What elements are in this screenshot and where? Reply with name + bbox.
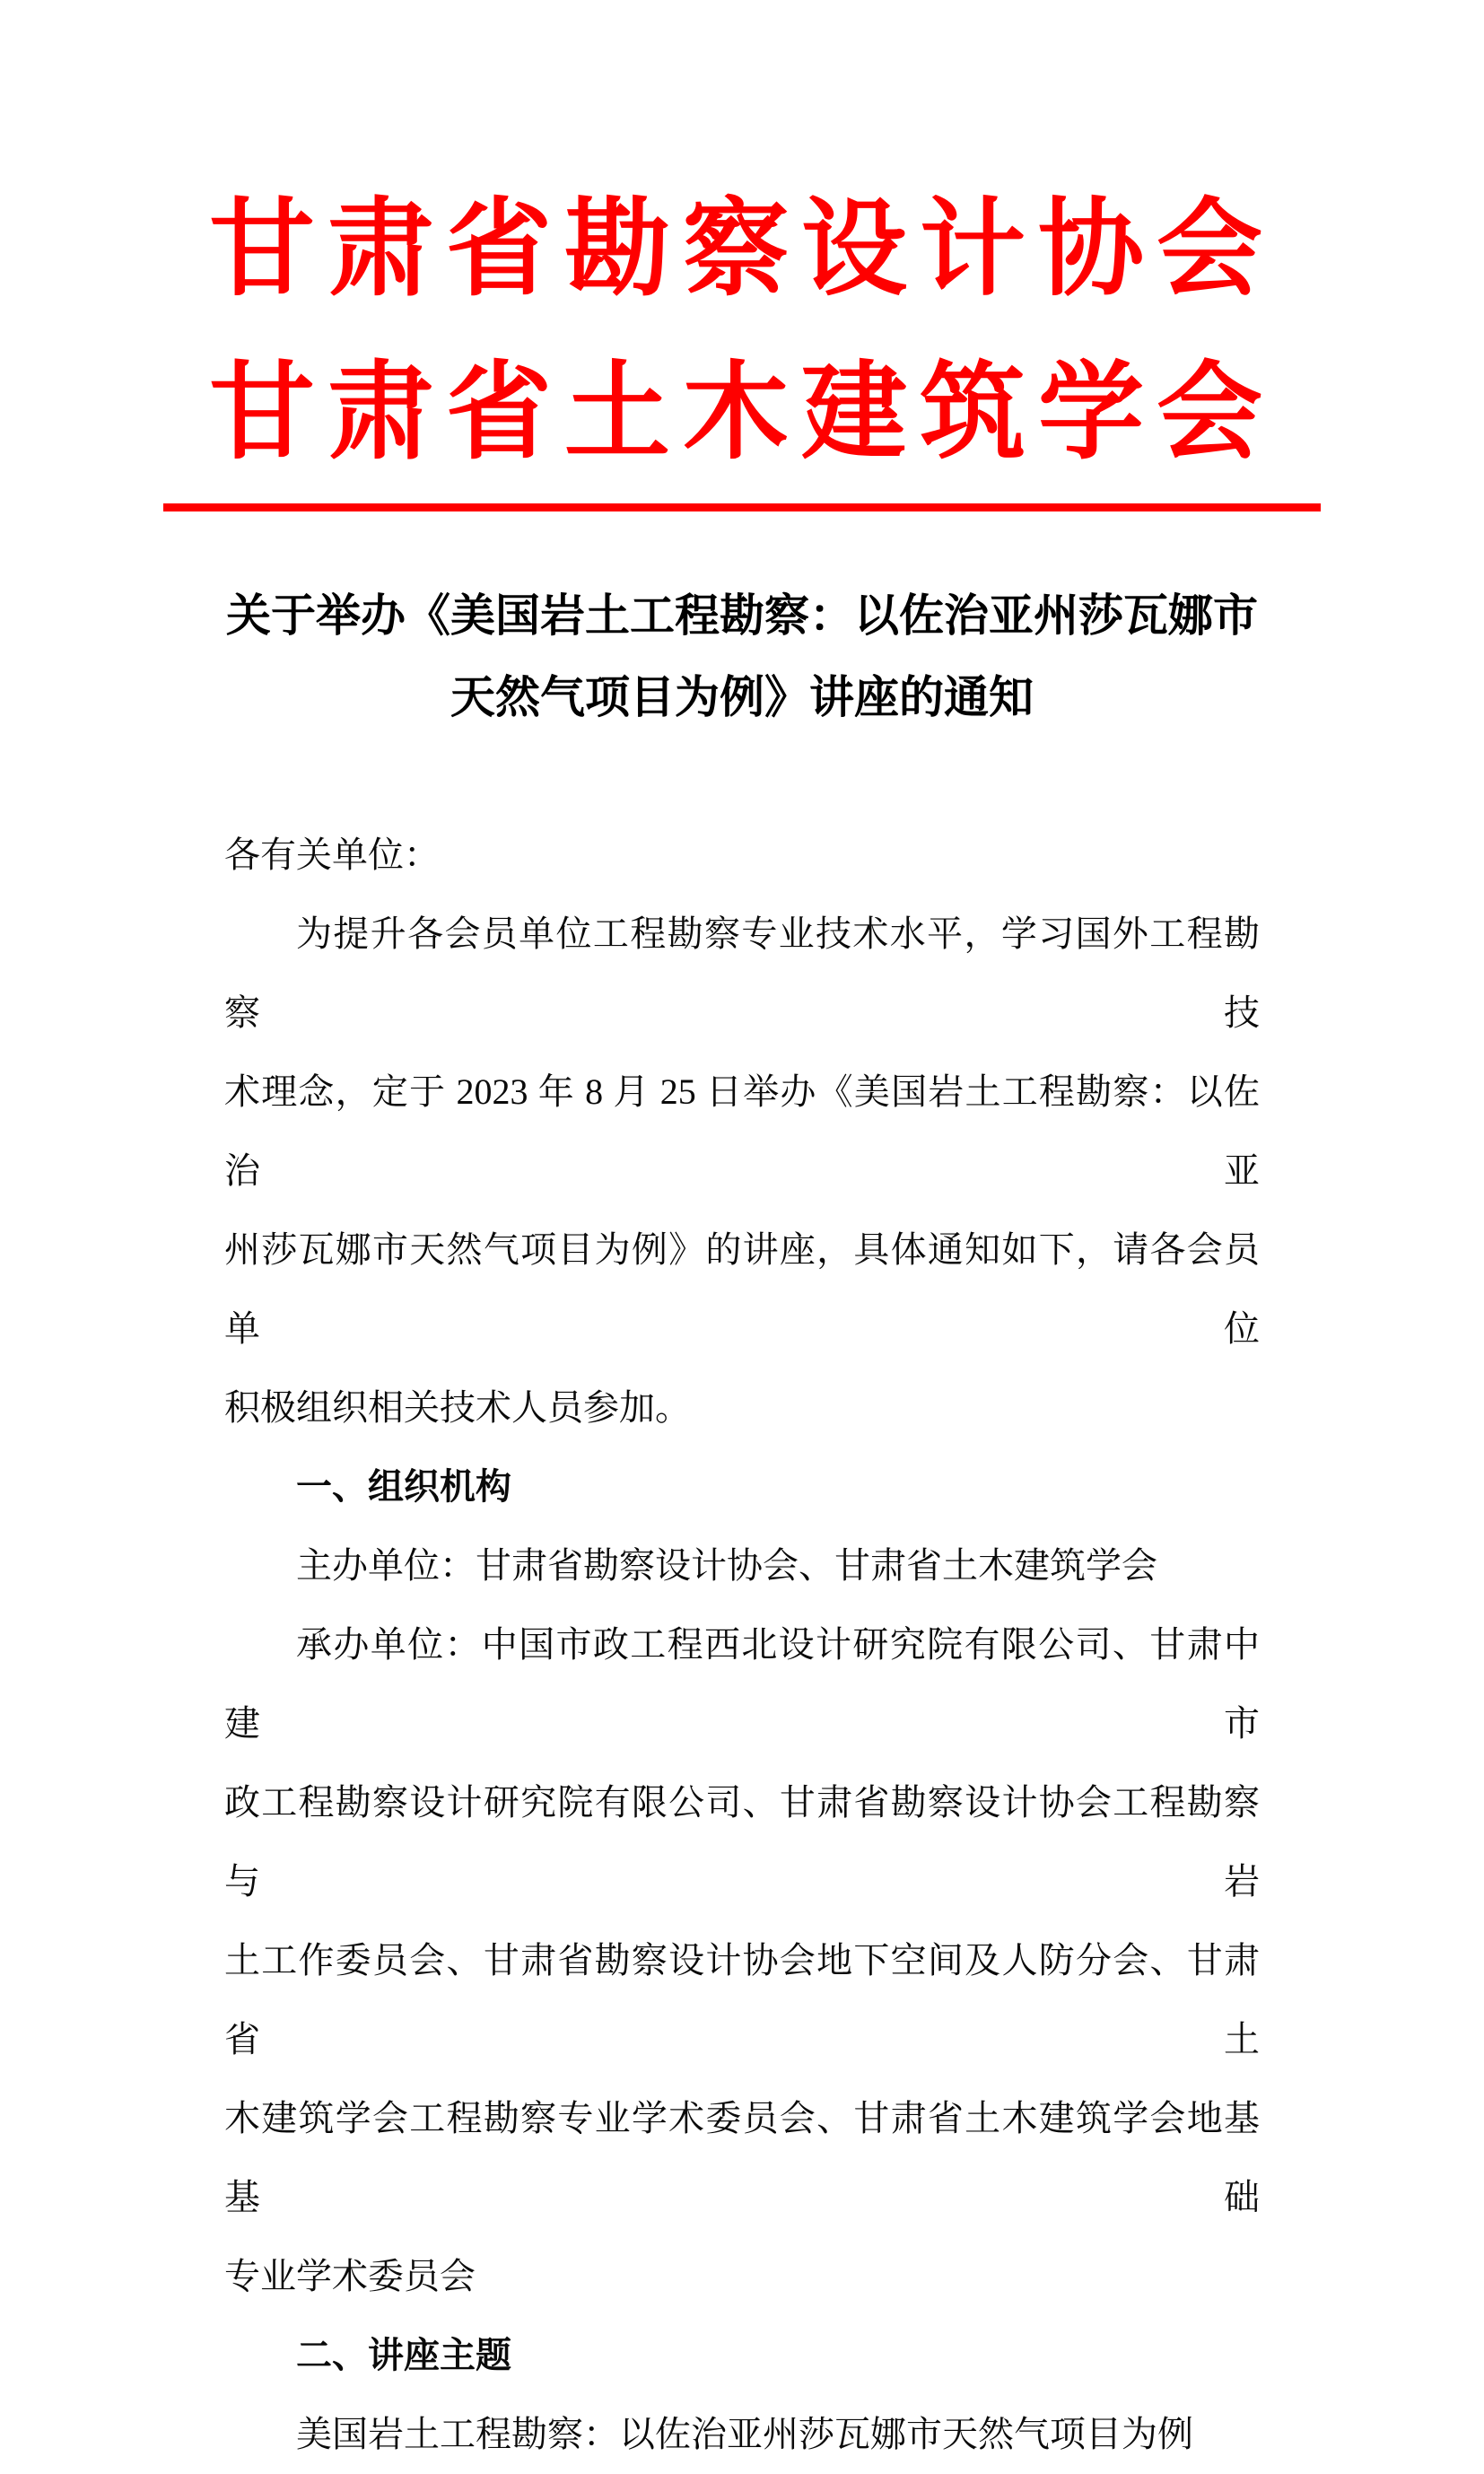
- notice-title-line1: 关于举办《美国岩土工程勘察：以佐治亚州莎瓦娜市: [226, 590, 1258, 641]
- intro-line: 州莎瓦娜市天然气项目为例》的讲座，具体通知如下，请各会员单位: [224, 1229, 1260, 1349]
- salutation-line: 各有关单位：: [224, 835, 440, 875]
- intro-line: 为提升各会员单位工程勘察专业技术水平，学习国外工程勘察技: [224, 914, 1260, 1033]
- organizer-line: 承办单位：中国市政工程西北设计研究院有限公司、甘肃中建市: [224, 1624, 1260, 1744]
- notice-title: [0, 575, 1484, 739]
- section-heading-lecture-topic: 二、讲座主题: [296, 2335, 511, 2375]
- organizer-line: 土工作委员会、甘肃省勘察设计协会地下空间及人防分会、甘肃省土: [224, 1940, 1260, 2059]
- organizer-line: 专业学术委员会: [224, 2256, 476, 2296]
- intro-line: 术理念，定于 2023 年 8 月 25 日举办《美国岩土工程勘察：以佐治亚: [224, 1071, 1260, 1191]
- host-unit-line: 主办单位：甘肃省勘察设计协会、甘肃省土木建筑学会: [296, 1545, 1157, 1586]
- letterhead: [0, 0, 1484, 472]
- organizer-line: 木建筑学会工程勘察专业学术委员会、甘肃省土木建筑学会地基基础: [224, 2098, 1260, 2217]
- document-body: [224, 816, 1260, 2474]
- section-heading-organization: 一、组织机构: [296, 1466, 511, 1507]
- red-divider-rule: [163, 503, 1321, 511]
- lecture-topic-line: 美国岩土工程勘察：以佐治亚州莎瓦娜市天然气项目为例: [296, 2414, 1193, 2454]
- intro-line: 积极组织相关技术人员参加。: [224, 1387, 691, 1428]
- letterhead-org1: 甘肃省勘察设计协会: [208, 191, 1275, 309]
- notice-title-line2: 天然气项目为例》讲座的通知: [450, 672, 1034, 722]
- organizer-line: 政工程勘察设计研究院有限公司、甘肃省勘察设计协会工程勘察与岩: [224, 1782, 1260, 1901]
- letterhead-org2: 甘肃省土木建筑学会: [208, 354, 1275, 472]
